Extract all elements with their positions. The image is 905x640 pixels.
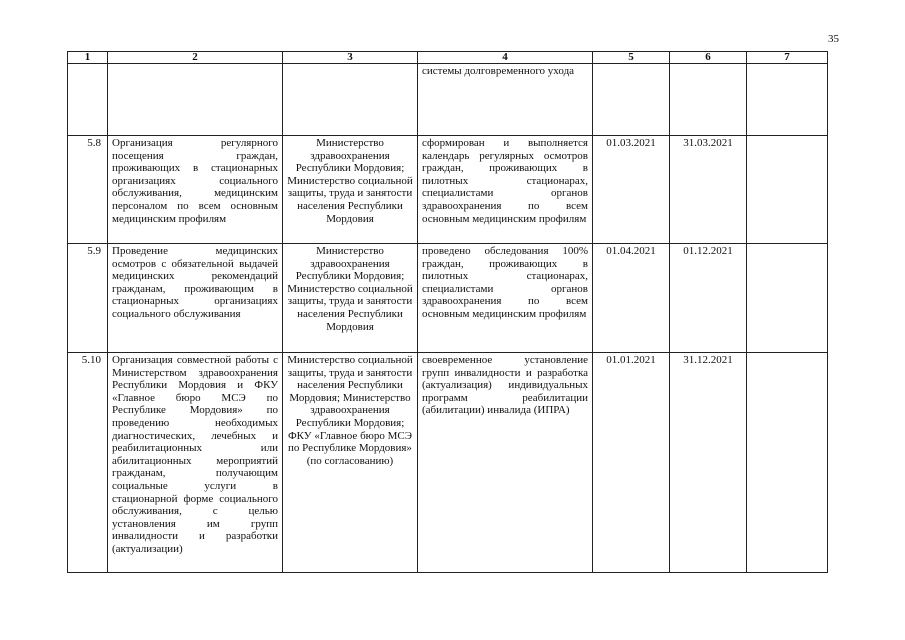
- start-date-cell: 01.04.2021: [593, 244, 670, 353]
- start-date-cell: 01.03.2021: [593, 136, 670, 244]
- end-date-cell: [670, 64, 747, 136]
- end-date-cell: 01.12.2021: [670, 244, 747, 353]
- end-date-cell: 31.12.2021: [670, 353, 747, 573]
- action-cell: [108, 64, 283, 136]
- result-cell: своевременное установление групп инвалидности и разработка (актуализация) индивидуальных программ реабилитации (абилитации) инвалида (ИПРА): [418, 353, 593, 573]
- column-header: 6: [670, 52, 747, 64]
- table-row: [68, 244, 828, 353]
- page-number: 35: [828, 33, 839, 45]
- start-date-cell: [593, 64, 670, 136]
- row-number-cell: [68, 64, 108, 136]
- end-date-cell: 31.03.2021: [670, 136, 747, 244]
- header-row: [68, 52, 828, 64]
- result-cell: проведено обследования 100% граждан, проживающих в пилотных стационарах, специалистами органов здравоохранения по всем основным медицинским профилям: [418, 244, 593, 353]
- executors-cell: Министерство социальной защиты, труда и занятости населения Республики Мордовия; Министерство здравоохранения Республики Мордовия; ФКУ «Главное бюро МСЭ по Республике Мордовия» (по согласованию): [283, 353, 418, 573]
- column-header: 1: [68, 52, 108, 64]
- column-header: 4: [418, 52, 593, 64]
- column-header: 2: [108, 52, 283, 64]
- row-number-cell: 5.10: [68, 353, 108, 573]
- action-cell: Организация совместной работы с Министерством здравоохранения Республики Мордовия и ФКУ «Главное бюро МСЭ по Республике Мордовия» по проведению необходимых диагностических, лечебных и реабилитационных или абилитационных мероприятий гражданам, получающим социальные услуги в стационарной форме социального обслуживания, с целью установления им групп инвалидности и разработки (актуализации): [108, 353, 283, 573]
- executors-cell: [283, 64, 418, 136]
- plan-table: [67, 51, 828, 573]
- start-date-cell: 01.01.2021: [593, 353, 670, 573]
- row-number-cell: 5.8: [68, 136, 108, 244]
- action-cell: Проведение медицинских осмотров с обязательной выдачей медицинских рекомендаций гражданам, проживающим в стационарных организациях социального обслуживания: [108, 244, 283, 353]
- note-cell: [747, 353, 828, 573]
- result-cell: системы долговременного ухода: [418, 64, 593, 136]
- table-row: [68, 353, 828, 573]
- column-header: 5: [593, 52, 670, 64]
- note-cell: [747, 64, 828, 136]
- table-row: [68, 136, 828, 244]
- column-header: 7: [747, 52, 828, 64]
- note-cell: [747, 244, 828, 353]
- row-number-cell: 5.9: [68, 244, 108, 353]
- note-cell: [747, 136, 828, 244]
- table-row: [68, 64, 828, 136]
- action-cell: Организация регулярного посещения граждан, проживающих в стационарных организациях социального обслуживания, медицинским персоналом по всем основным медицинским профилям: [108, 136, 283, 244]
- result-cell: сформирован и выполняется календарь регулярных осмотров граждан, проживающих в пилотных стационарах, специалистами органов здравоохранения по всем основным медицинским профилям: [418, 136, 593, 244]
- executors-cell: Министерство здравоохранения Республики Мордовия; Министерство социальной защиты, труда и занятости населения Республики Мордовия: [283, 136, 418, 244]
- executors-cell: Министерство здравоохранения Республики Мордовия; Министерство социальной защиты, труда и занятости населения Республики Мордовия: [283, 244, 418, 353]
- column-header: 3: [283, 52, 418, 64]
